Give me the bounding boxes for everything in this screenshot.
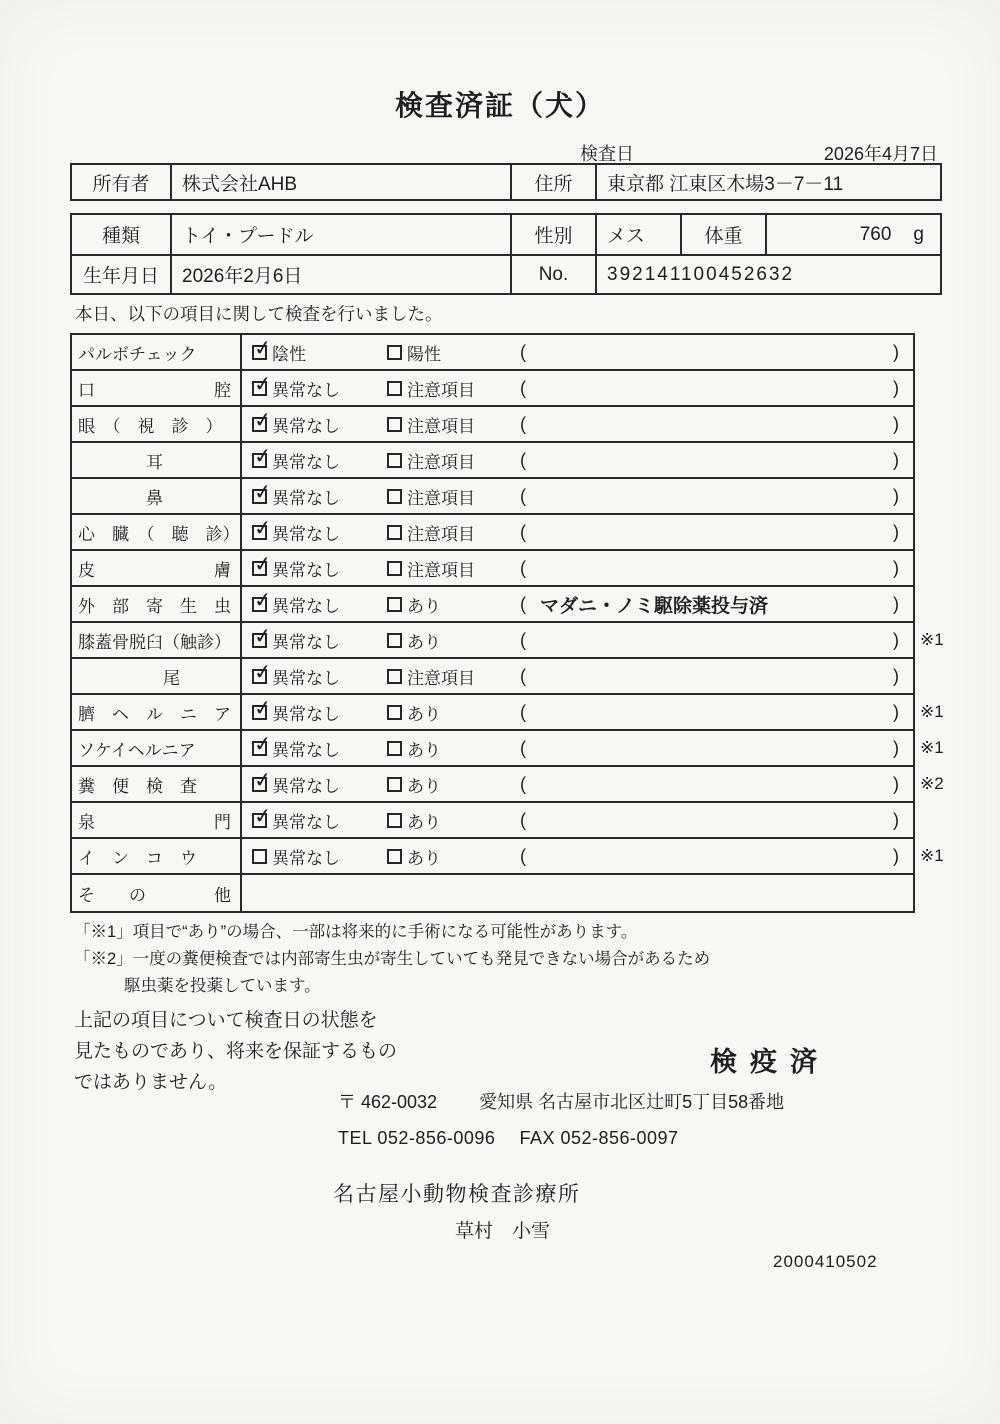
- close-paren: ): [893, 845, 899, 866]
- inspection-item-label: そ の 他: [72, 875, 242, 911]
- close-paren: ): [893, 485, 899, 506]
- note-cell: [512, 479, 913, 513]
- option-label: 異常なし: [272, 812, 340, 832]
- footnote-mark: ※1: [920, 702, 944, 721]
- open-paren: (: [520, 377, 526, 398]
- option-2-cell: [377, 623, 512, 657]
- footnote-line-2: 「※2」一度の糞便検査では内部寄生虫が寄生していても発見できない場合があるため: [74, 950, 711, 968]
- checkbox[interactable]: [387, 633, 402, 648]
- owner-row: [72, 165, 940, 199]
- postal-code: 〒 462-0032: [338, 1092, 438, 1112]
- weight-label: 体重: [682, 215, 767, 254]
- option-2-cell: [377, 875, 512, 911]
- number-value: 392141100452632: [607, 263, 795, 285]
- close-paren: ): [893, 413, 899, 434]
- checkbox[interactable]: [387, 489, 402, 504]
- option-label: 異常なし: [272, 524, 340, 544]
- checkbox[interactable]: [387, 381, 402, 396]
- close-paren: ): [893, 665, 899, 686]
- option-1-cell: [242, 803, 377, 837]
- weight-unit: g: [913, 223, 924, 245]
- note-cell: [512, 803, 913, 837]
- option-label: 異常なし: [272, 740, 340, 760]
- checkbox[interactable]: [252, 525, 267, 540]
- close-paren: ): [893, 593, 899, 614]
- inspection-item-label: 鼻: [72, 479, 242, 513]
- close-paren: ): [893, 557, 899, 578]
- option-2-cell: [377, 479, 512, 513]
- pet-row-birth: [72, 254, 940, 293]
- note-cell: [512, 551, 913, 585]
- option-1-cell: [242, 839, 377, 873]
- close-paren: ): [893, 737, 899, 758]
- footnote-mark: ※2: [920, 774, 944, 793]
- option-2-cell: [377, 803, 512, 837]
- footnote-mark: ※1: [920, 846, 944, 865]
- pet-table: [70, 213, 942, 295]
- option-1-cell: [242, 767, 377, 801]
- inspection-item-label: イ ン コ ウ: [72, 839, 242, 873]
- open-paren: (: [520, 701, 526, 722]
- option-label: 注意項目: [407, 668, 475, 688]
- birthdate-value: 2026年2月6日: [172, 256, 512, 293]
- inspection-table: [70, 333, 944, 913]
- note-cell: [512, 335, 913, 369]
- option-label: 注意項目: [407, 488, 475, 508]
- checkbox[interactable]: [387, 813, 402, 828]
- option-label: あり: [407, 632, 441, 652]
- intro-text: 本日、以下の項目に関して検査を行いました。: [75, 304, 443, 324]
- note-cell: [512, 371, 913, 405]
- weight-cell: [767, 215, 940, 254]
- open-paren: (: [520, 413, 526, 434]
- checkbox[interactable]: [387, 849, 402, 864]
- option-1-cell: [242, 515, 377, 549]
- note-cell: [512, 875, 913, 911]
- option-label: 注意項目: [407, 452, 475, 472]
- option-1-cell: [242, 407, 377, 441]
- open-paren: (: [520, 737, 526, 758]
- number-label: No.: [512, 256, 597, 293]
- inspection-row: [72, 803, 913, 839]
- note-cell: [512, 767, 913, 801]
- inspection-row: [72, 623, 944, 659]
- birthdate-label: 生年月日: [72, 256, 172, 293]
- note-cell: [512, 731, 913, 765]
- checkbox[interactable]: [387, 525, 402, 540]
- option-label: 陰性: [272, 344, 306, 364]
- clinic-postal-line: [338, 1088, 784, 1114]
- checkbox[interactable]: [252, 705, 267, 720]
- option-2-cell: [377, 443, 512, 477]
- option-1-cell: [242, 587, 377, 621]
- open-paren: (: [520, 593, 526, 614]
- inspection-item-label: 膝蓋骨脱臼（触診）: [72, 623, 242, 657]
- inspection-row: [72, 731, 944, 767]
- inspection-row: [72, 551, 913, 587]
- owner-name: 株式会社AHB: [172, 165, 512, 199]
- tel-number: TEL 052-856-0096: [338, 1128, 496, 1148]
- option-2-cell: [377, 551, 512, 585]
- disclaimer-line-3: ではありません。: [74, 1072, 228, 1093]
- option-label: あり: [407, 848, 441, 868]
- inspection-row: [72, 371, 913, 407]
- inspection-row: [72, 659, 913, 695]
- veterinarian-name: 草村 小雪: [455, 1221, 551, 1242]
- option-1-cell: [242, 479, 377, 513]
- close-paren: ): [893, 449, 899, 470]
- option-label: 異常なし: [272, 596, 340, 616]
- option-label: 異常なし: [272, 704, 340, 724]
- option-label: あり: [407, 596, 441, 616]
- inspection-row: [72, 875, 913, 911]
- option-2-cell: [377, 731, 512, 765]
- footnotes: [74, 919, 710, 1000]
- note-cell: [512, 623, 913, 657]
- sex-value: メス: [597, 215, 682, 254]
- inspection-item-label: 糞 便 検 査: [72, 767, 242, 801]
- option-label: 異常なし: [272, 668, 340, 688]
- option-1-cell: [242, 731, 377, 765]
- option-label: 異常なし: [272, 452, 340, 472]
- inspection-date-value: 2026年4月7日: [823, 144, 938, 164]
- option-2-cell: [377, 659, 512, 693]
- checkbox[interactable]: [387, 561, 402, 576]
- checkbox[interactable]: [252, 561, 267, 576]
- option-2-cell: [377, 839, 512, 873]
- inspection-item-label: 外 部 寄 生 虫: [72, 587, 242, 621]
- option-1-cell: [242, 695, 377, 729]
- inspection-date-label: 検査日: [580, 144, 634, 164]
- option-label: 異常なし: [272, 560, 340, 580]
- inspection-row: [72, 407, 913, 443]
- close-paren: ): [893, 377, 899, 398]
- certificate-title: 検査済証（犬）: [394, 90, 605, 121]
- option-label: 注意項目: [407, 524, 475, 544]
- option-label: あり: [407, 812, 441, 832]
- inspection-item-label: 心 臓 （ 聴 診）: [72, 515, 242, 549]
- checkbox[interactable]: [387, 417, 402, 432]
- checkbox[interactable]: [387, 777, 402, 792]
- open-paren: (: [520, 521, 526, 542]
- open-paren: (: [520, 485, 526, 506]
- inspection-row: [72, 587, 913, 623]
- footnote-mark: ※1: [920, 738, 944, 757]
- checkbox[interactable]: [252, 813, 267, 828]
- checkbox[interactable]: [387, 597, 402, 612]
- option-label: 注意項目: [407, 416, 475, 436]
- close-paren: ): [893, 521, 899, 542]
- owner-label: 所有者: [72, 165, 172, 199]
- option-2-cell: [377, 515, 512, 549]
- note-cell: [512, 407, 913, 441]
- note-cell: [512, 839, 913, 873]
- option-2-cell: [377, 371, 512, 405]
- open-paren: (: [520, 809, 526, 830]
- inspection-item-label: 臍 ヘ ル ニ ア: [72, 695, 242, 729]
- open-paren: (: [520, 557, 526, 578]
- checkbox[interactable]: [252, 741, 267, 756]
- checkbox[interactable]: [252, 633, 267, 648]
- close-paren: ): [893, 773, 899, 794]
- disclaimer-line-2: 見たものであり、将来を保証するもの: [74, 1041, 398, 1062]
- note-cell: [512, 587, 913, 621]
- option-label: あり: [407, 776, 441, 796]
- breed-value: トイ・プードル: [172, 215, 512, 254]
- option-1-cell: [242, 623, 377, 657]
- option-2-cell: [377, 767, 512, 801]
- option-label: 異常なし: [272, 380, 340, 400]
- checkbox[interactable]: [252, 345, 267, 360]
- pet-row-breed: [72, 215, 940, 254]
- option-1-cell: [242, 875, 377, 911]
- disclaimer: [74, 1005, 397, 1098]
- option-2-cell: [377, 695, 512, 729]
- inspection-item-label: 尾: [72, 659, 242, 693]
- option-label: 注意項目: [407, 560, 475, 580]
- clinic-name: 名古屋小動物検査診療所: [333, 1183, 581, 1206]
- clinic-address: 愛知県 名古屋市北区辻町5丁目58番地: [479, 1092, 785, 1112]
- close-paren: ): [893, 701, 899, 722]
- owner-table: [70, 163, 942, 201]
- checkbox[interactable]: [387, 741, 402, 756]
- option-2-cell: [377, 407, 512, 441]
- inspection-item-label: 眼 （ 視 診 ）: [72, 407, 242, 441]
- option-label: 異常なし: [272, 632, 340, 652]
- checkbox[interactable]: [387, 345, 402, 360]
- weight-value: 760: [859, 223, 892, 245]
- open-paren: (: [520, 341, 526, 362]
- option-label: あり: [407, 704, 441, 724]
- footnote-line-1: 「※1」項目で“あり”の場合、一部は将来的に手術になる可能性があります。: [74, 923, 638, 941]
- checkbox[interactable]: [252, 669, 267, 684]
- note-cell: [512, 695, 913, 729]
- open-paren: (: [520, 845, 526, 866]
- note-text: マダニ・ノミ駆除薬投与済: [540, 595, 769, 617]
- option-label: 異常なし: [272, 848, 340, 868]
- close-paren: ): [893, 809, 899, 830]
- option-1-cell: [242, 659, 377, 693]
- inspection-row: [72, 515, 913, 551]
- open-paren: (: [520, 773, 526, 794]
- option-1-cell: [242, 551, 377, 585]
- quarantine-stamp: 検疫済: [710, 1047, 830, 1077]
- checkbox[interactable]: [387, 705, 402, 720]
- option-label: 異常なし: [272, 416, 340, 436]
- inspection-item-label: 口 腔: [72, 371, 242, 405]
- checkbox[interactable]: [252, 417, 267, 432]
- note-cell: [512, 443, 913, 477]
- disclaimer-line-1: 上記の項目について検査日の状態を: [74, 1010, 378, 1031]
- open-paren: (: [520, 665, 526, 686]
- option-1-cell: [242, 335, 377, 369]
- close-paren: ): [893, 629, 899, 650]
- inspection-item-label: パルボチェック: [72, 335, 242, 369]
- inspection-item-label: 皮 膚: [72, 551, 242, 585]
- checkbox[interactable]: [252, 489, 267, 504]
- checkbox[interactable]: [387, 453, 402, 468]
- inspection-item-label: ソケイヘルニア: [72, 731, 242, 765]
- footnote-line-3: 駆虫薬を投薬しています。: [124, 977, 321, 995]
- option-label: 異常なし: [272, 776, 340, 796]
- option-label: あり: [407, 740, 441, 760]
- checkbox[interactable]: [387, 669, 402, 684]
- option-label: 陽性: [407, 344, 441, 364]
- inspection-row: [72, 767, 944, 803]
- open-paren: (: [520, 629, 526, 650]
- note-cell: [512, 659, 913, 693]
- option-label: 注意項目: [407, 380, 475, 400]
- option-label: 異常なし: [272, 488, 340, 508]
- breed-label: 種類: [72, 215, 172, 254]
- sex-label: 性別: [512, 215, 597, 254]
- checkbox[interactable]: [252, 453, 267, 468]
- option-2-cell: [377, 335, 512, 369]
- checkbox[interactable]: [252, 777, 267, 792]
- option-1-cell: [242, 443, 377, 477]
- open-paren: (: [520, 449, 526, 470]
- checkbox[interactable]: [252, 381, 267, 396]
- address-value: 東京都 江東区木場3－7－11: [607, 173, 844, 195]
- fax-number: FAX 052-856-0097: [519, 1128, 679, 1148]
- inspection-row: [72, 479, 913, 515]
- option-1-cell: [242, 371, 377, 405]
- checkbox[interactable]: [252, 849, 267, 864]
- footnote-mark: ※1: [920, 630, 944, 649]
- inspection-item-label: 耳: [72, 443, 242, 477]
- serial-number: 2000410502: [773, 1252, 878, 1271]
- inspection-row: [72, 695, 944, 731]
- checkbox[interactable]: [252, 597, 267, 612]
- address-label: 住所: [512, 165, 597, 199]
- inspection-row: [72, 839, 944, 875]
- inspection-row: [72, 443, 913, 479]
- note-cell: [512, 515, 913, 549]
- inspection-row: [72, 335, 913, 371]
- clinic-tel-line: [338, 1128, 679, 1149]
- option-2-cell: [377, 587, 512, 621]
- close-paren: ): [893, 341, 899, 362]
- inspection-item-label: 泉 門: [72, 803, 242, 837]
